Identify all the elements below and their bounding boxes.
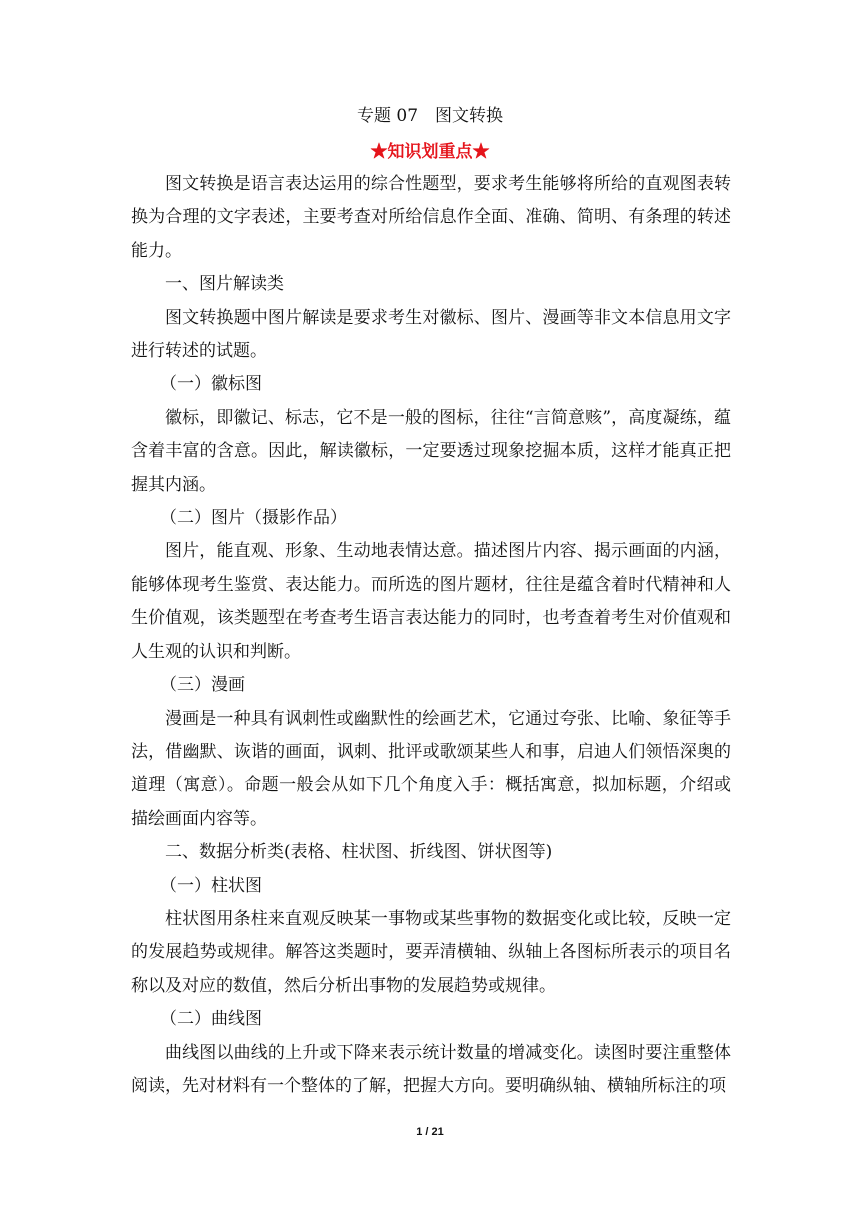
document-body [131, 168, 731, 1103]
section-heading-data-analysis: 二、数据分析类(表格、柱状图、折线图、饼状图等) [165, 842, 553, 863]
document-title: 专题 07 图文转换 [356, 106, 504, 126]
paragraph-bar-chart: 柱状图用条柱来直观反映某一事物或某些事物的数据变化或比较，反映一定的发展趋势或规律。解答这类题时，要弄清横轴、纵轴上各图标所表示的项目名称以及对应的数值，然后分析出事物的发展趋势或规律。 [131, 908, 731, 996]
subheading-photo: （二）图片（摄影作品） [160, 508, 347, 529]
subheading-curve-chart: （二）曲线图 [160, 1009, 262, 1030]
paragraph-logo: 徽标，即徽记、标志，它不是一般的图标，往往“言简意赅”，高度凝练，蕴含着丰富的含意。因此，解读徽标，一定要透过现象挖掘本质，这样才能真正把握其内涵。 [131, 407, 731, 495]
paragraph-photo: 图片，能直观、形象、生动地表情达意。描述图片内容、揭示画面的内涵，能够体现考生鉴赏、表达能力。而所选的图片题材，往往是蕴含着时代精神和人生价值观，该类题型在考查考生语言表达能力的同时，也考查着考生对价值观和人生观的认识和判断。 [131, 541, 731, 662]
subheading-logo: （一）徽标图 [160, 374, 262, 395]
section-heading-image-reading: 一、图片解读类 [165, 274, 284, 295]
paragraph-curve-chart: 曲线图以曲线的上升或下降来表示统计数量的增减变化。读图时要注重整体阅读，先对材料有一个整体的了解，把握大方向。要明确纵轴、横轴所标注的项 [131, 1042, 731, 1096]
intro-paragraph: 图文转换是语言表达运用的综合性题型，要求考生能够将所给的直观图表转换为合理的文字表述，主要考查对所给信息作全面、准确、简明、有条理的转述能力。 [131, 174, 731, 261]
subheading-bar-chart: （一）柱状图 [160, 875, 262, 896]
section-subtitle: ★知识划重点★ [370, 142, 490, 162]
page-number: 1 / 21 [416, 1126, 444, 1138]
paragraph-image-reading: 图文转换题中图片解读是要求考生对徽标、图片、漫画等非文本信息用文字进行转述的试题。 [131, 307, 731, 362]
subheading-comic: （三）漫画 [160, 675, 245, 696]
paragraph-comic: 漫画是一种具有讽刺性或幽默性的绘画艺术，它通过夸张、比喻、象征等手法，借幽默、诙谐的画面，讽刺、批评或歌颂某些人和事，启迪人们领悟深奥的道理（寓意）。命题一般会从如下几个角度入手：概括寓意，拟加标题，介绍或描绘画面内容等。 [131, 708, 731, 829]
